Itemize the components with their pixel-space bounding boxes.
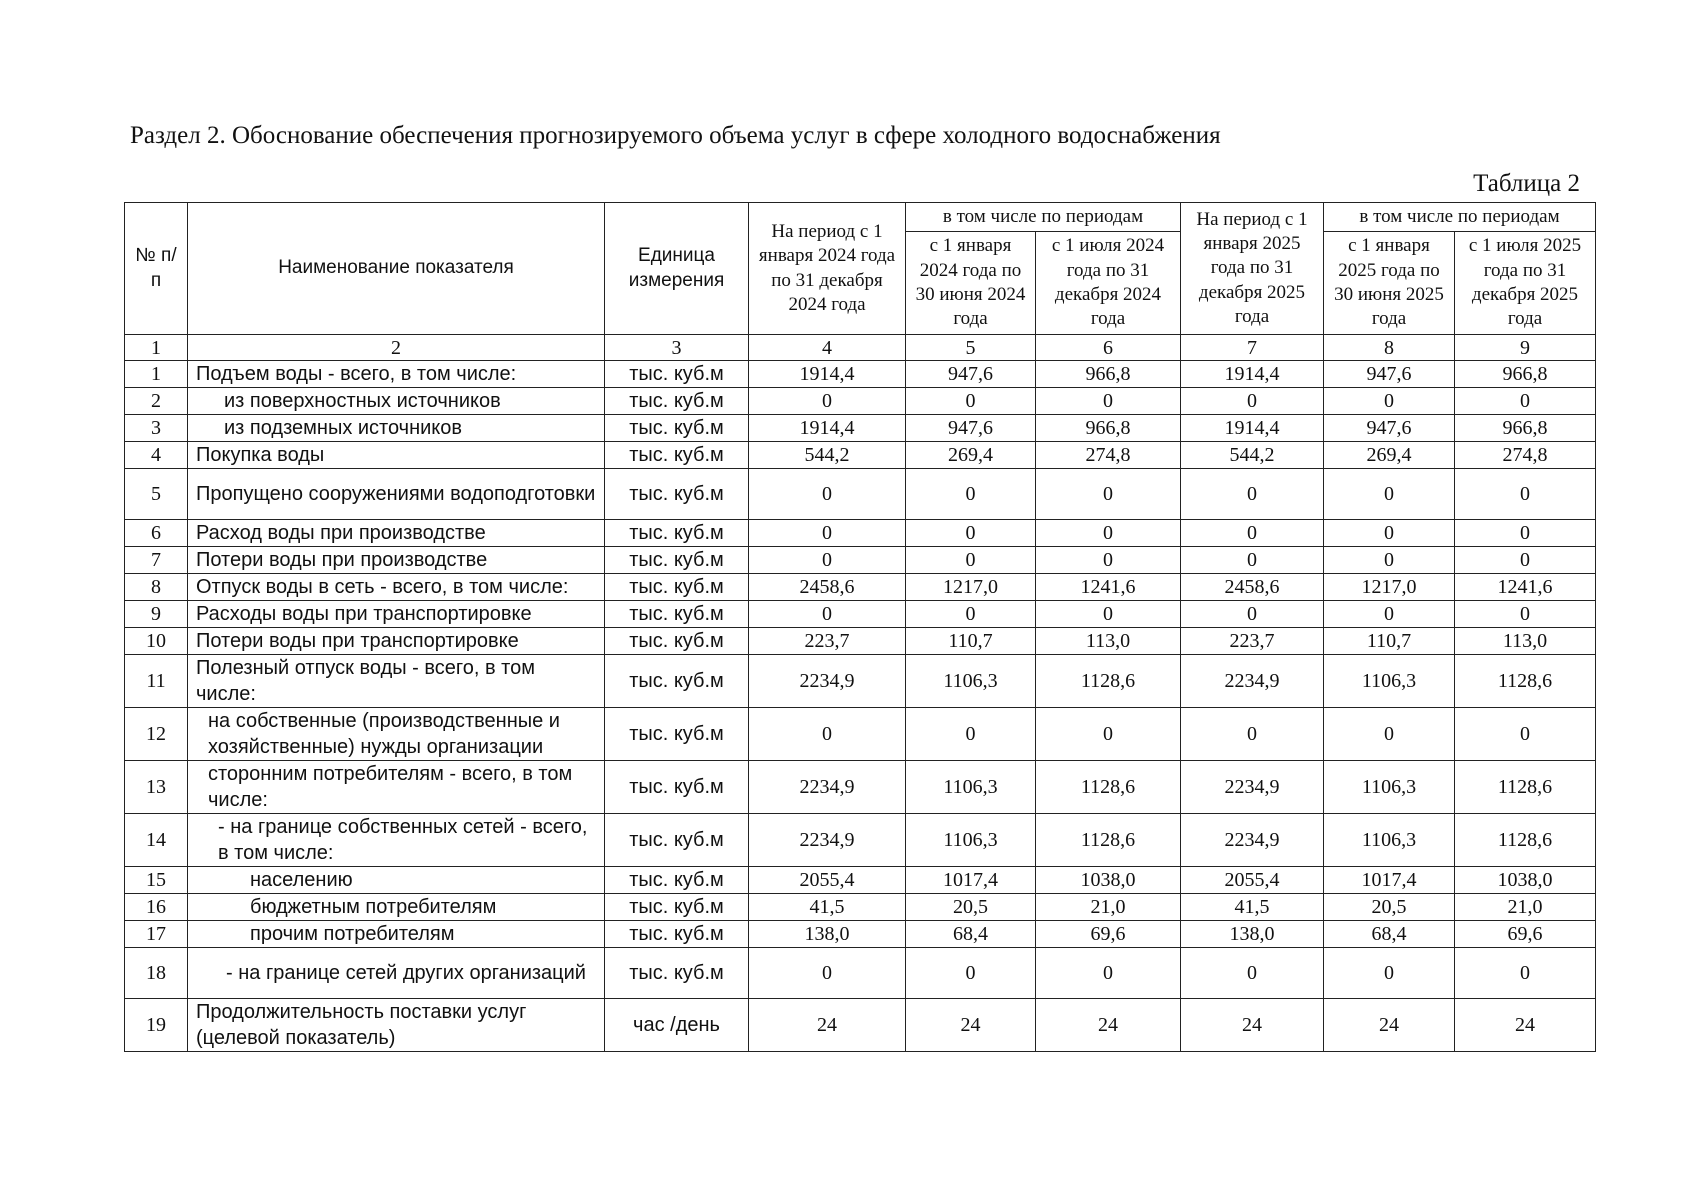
unit-cell: тыс. куб.м bbox=[605, 655, 749, 708]
value-cell: 24 bbox=[1455, 999, 1596, 1052]
header-h1-2024: с 1 января 2024 года по 30 июня 2024 года bbox=[906, 232, 1036, 335]
column-number: 2 bbox=[188, 335, 605, 361]
value-cell: 0 bbox=[1324, 601, 1455, 628]
value-cell: 544,2 bbox=[1181, 442, 1324, 469]
value-cell: 0 bbox=[1181, 948, 1324, 999]
value-cell: 0 bbox=[906, 708, 1036, 761]
table-row bbox=[125, 921, 1596, 948]
value-cell: 1106,3 bbox=[906, 761, 1036, 814]
value-cell: 110,7 bbox=[1324, 628, 1455, 655]
value-cell: 1914,4 bbox=[1181, 361, 1324, 388]
unit-cell: тыс. куб.м bbox=[605, 628, 749, 655]
value-cell: 0 bbox=[1324, 469, 1455, 520]
row-number: 15 bbox=[125, 867, 188, 894]
header-period-2024: На период с 1 января 2024 года по 31 декабря 2024 года bbox=[749, 203, 906, 335]
value-cell: 0 bbox=[1455, 547, 1596, 574]
value-cell: 1217,0 bbox=[1324, 574, 1455, 601]
value-cell: 2234,9 bbox=[1181, 655, 1324, 708]
row-number: 12 bbox=[125, 708, 188, 761]
unit-cell: тыс. куб.м bbox=[605, 708, 749, 761]
table-row bbox=[125, 388, 1596, 415]
column-number-row bbox=[125, 335, 1596, 361]
unit-cell: тыс. куб.м bbox=[605, 814, 749, 867]
table-row bbox=[125, 574, 1596, 601]
indicator-name: Подъем воды - всего, в том числе: bbox=[188, 361, 605, 388]
value-cell: 24 bbox=[1181, 999, 1324, 1052]
value-cell: 0 bbox=[1181, 520, 1324, 547]
value-cell: 24 bbox=[1036, 999, 1181, 1052]
value-cell: 0 bbox=[1036, 469, 1181, 520]
indicator-name: Отпуск воды в сеть - всего, в том числе: bbox=[188, 574, 605, 601]
header-unit: Единица измерения bbox=[605, 203, 749, 335]
unit-cell: тыс. куб.м bbox=[605, 948, 749, 999]
value-cell: 1106,3 bbox=[1324, 814, 1455, 867]
table-row bbox=[125, 469, 1596, 520]
value-cell: 0 bbox=[906, 388, 1036, 415]
value-cell: 2234,9 bbox=[749, 814, 906, 867]
value-cell: 0 bbox=[749, 948, 906, 999]
water-supply-table bbox=[124, 202, 1596, 1052]
table-row bbox=[125, 655, 1596, 708]
value-cell: 1038,0 bbox=[1455, 867, 1596, 894]
indicator-name: Покупка воды bbox=[188, 442, 605, 469]
value-cell: 21,0 bbox=[1455, 894, 1596, 921]
header-h2-2025: с 1 июля 2025 года по 31 декабря 2025 года bbox=[1455, 232, 1596, 335]
value-cell: 0 bbox=[1455, 708, 1596, 761]
indicator-name: Потери воды при производстве bbox=[188, 547, 605, 574]
indicator-name: сторонним потребителям - всего, в том числе: bbox=[188, 761, 605, 814]
value-cell: 1106,3 bbox=[1324, 655, 1455, 708]
column-number: 9 bbox=[1455, 335, 1596, 361]
value-cell: 1128,6 bbox=[1036, 814, 1181, 867]
row-number: 17 bbox=[125, 921, 188, 948]
value-cell: 947,6 bbox=[906, 361, 1036, 388]
header-name: Наименование показателя bbox=[188, 203, 605, 335]
unit-cell: тыс. куб.м bbox=[605, 520, 749, 547]
value-cell: 0 bbox=[1181, 708, 1324, 761]
value-cell: 0 bbox=[906, 469, 1036, 520]
indicator-name: населению bbox=[188, 867, 605, 894]
value-cell: 41,5 bbox=[1181, 894, 1324, 921]
value-cell: 1217,0 bbox=[906, 574, 1036, 601]
table-row bbox=[125, 520, 1596, 547]
table-row bbox=[125, 601, 1596, 628]
column-number: 8 bbox=[1324, 335, 1455, 361]
row-number: 13 bbox=[125, 761, 188, 814]
value-cell: 0 bbox=[1455, 948, 1596, 999]
indicator-name: прочим потребителям bbox=[188, 921, 605, 948]
value-cell: 41,5 bbox=[749, 894, 906, 921]
table-row bbox=[125, 708, 1596, 761]
column-number: 4 bbox=[749, 335, 906, 361]
table-row bbox=[125, 628, 1596, 655]
column-number: 1 bbox=[125, 335, 188, 361]
value-cell: 274,8 bbox=[1036, 442, 1181, 469]
table-row bbox=[125, 361, 1596, 388]
value-cell: 138,0 bbox=[1181, 921, 1324, 948]
value-cell: 966,8 bbox=[1455, 361, 1596, 388]
table-row bbox=[125, 415, 1596, 442]
value-cell: 0 bbox=[906, 520, 1036, 547]
unit-cell: тыс. куб.м bbox=[605, 469, 749, 520]
unit-cell: тыс. куб.м bbox=[605, 361, 749, 388]
unit-cell: тыс. куб.м bbox=[605, 921, 749, 948]
value-cell: 0 bbox=[749, 520, 906, 547]
value-cell: 223,7 bbox=[1181, 628, 1324, 655]
unit-cell: тыс. куб.м bbox=[605, 894, 749, 921]
row-number: 2 bbox=[125, 388, 188, 415]
indicator-name: Расход воды при производстве bbox=[188, 520, 605, 547]
row-number: 11 bbox=[125, 655, 188, 708]
value-cell: 0 bbox=[1324, 388, 1455, 415]
value-cell: 1241,6 bbox=[1036, 574, 1181, 601]
value-cell: 2234,9 bbox=[1181, 761, 1324, 814]
value-cell: 2055,4 bbox=[1181, 867, 1324, 894]
table-row bbox=[125, 894, 1596, 921]
value-cell: 0 bbox=[1036, 948, 1181, 999]
table-row bbox=[125, 948, 1596, 999]
row-number: 14 bbox=[125, 814, 188, 867]
unit-cell: тыс. куб.м bbox=[605, 415, 749, 442]
row-number: 9 bbox=[125, 601, 188, 628]
table-label: Таблица 2 bbox=[1473, 170, 1580, 197]
value-cell: 0 bbox=[1324, 520, 1455, 547]
header-period-2025: На период с 1 января 2025 года по 31 декабря 2025 года bbox=[1181, 203, 1324, 335]
value-cell: 68,4 bbox=[906, 921, 1036, 948]
value-cell: 947,6 bbox=[1324, 361, 1455, 388]
indicator-name: из поверхностных источников bbox=[188, 388, 605, 415]
value-cell: 1914,4 bbox=[749, 415, 906, 442]
table-row bbox=[125, 442, 1596, 469]
value-cell: 1017,4 bbox=[906, 867, 1036, 894]
value-cell: 0 bbox=[1455, 469, 1596, 520]
table-row bbox=[125, 867, 1596, 894]
value-cell: 1914,4 bbox=[749, 361, 906, 388]
value-cell: 0 bbox=[1036, 708, 1181, 761]
unit-cell: тыс. куб.м bbox=[605, 574, 749, 601]
value-cell: 113,0 bbox=[1455, 628, 1596, 655]
value-cell: 1128,6 bbox=[1455, 761, 1596, 814]
value-cell: 0 bbox=[749, 547, 906, 574]
unit-cell: тыс. куб.м bbox=[605, 867, 749, 894]
value-cell: 24 bbox=[906, 999, 1036, 1052]
value-cell: 2458,6 bbox=[1181, 574, 1324, 601]
value-cell: 20,5 bbox=[1324, 894, 1455, 921]
table-row bbox=[125, 814, 1596, 867]
value-cell: 2234,9 bbox=[1181, 814, 1324, 867]
row-number: 5 bbox=[125, 469, 188, 520]
unit-cell: тыс. куб.м bbox=[605, 388, 749, 415]
value-cell: 0 bbox=[1036, 388, 1181, 415]
value-cell: 269,4 bbox=[906, 442, 1036, 469]
value-cell: 110,7 bbox=[906, 628, 1036, 655]
value-cell: 24 bbox=[1324, 999, 1455, 1052]
unit-cell: тыс. куб.м bbox=[605, 442, 749, 469]
value-cell: 138,0 bbox=[749, 921, 906, 948]
table-row bbox=[125, 999, 1596, 1052]
value-cell: 1128,6 bbox=[1036, 655, 1181, 708]
indicator-name: Пропущено сооружениями водоподготовки bbox=[188, 469, 605, 520]
row-number: 19 bbox=[125, 999, 188, 1052]
header-h1-2025: с 1 января 2025 года по 30 июня 2025 года bbox=[1324, 232, 1455, 335]
value-cell: 947,6 bbox=[906, 415, 1036, 442]
value-cell: 966,8 bbox=[1036, 415, 1181, 442]
value-cell: 1128,6 bbox=[1455, 814, 1596, 867]
value-cell: 0 bbox=[1455, 388, 1596, 415]
header-h2-2024: с 1 июля 2024 года по 31 декабря 2024 года bbox=[1036, 232, 1181, 335]
value-cell: 0 bbox=[906, 547, 1036, 574]
value-cell: 0 bbox=[1324, 948, 1455, 999]
indicator-name: Потери воды при транспортировке bbox=[188, 628, 605, 655]
value-cell: 0 bbox=[1455, 601, 1596, 628]
column-number: 3 bbox=[605, 335, 749, 361]
indicator-name: Расходы воды при транспортировке bbox=[188, 601, 605, 628]
column-number: 6 bbox=[1036, 335, 1181, 361]
column-number: 5 bbox=[906, 335, 1036, 361]
value-cell: 0 bbox=[749, 388, 906, 415]
value-cell: 0 bbox=[1181, 601, 1324, 628]
value-cell: 113,0 bbox=[1036, 628, 1181, 655]
value-cell: 0 bbox=[906, 948, 1036, 999]
value-cell: 544,2 bbox=[749, 442, 906, 469]
unit-cell: тыс. куб.м bbox=[605, 547, 749, 574]
value-cell: 269,4 bbox=[1324, 442, 1455, 469]
value-cell: 2234,9 bbox=[749, 761, 906, 814]
value-cell: 69,6 bbox=[1455, 921, 1596, 948]
table-row bbox=[125, 761, 1596, 814]
row-number: 3 bbox=[125, 415, 188, 442]
value-cell: 0 bbox=[1181, 388, 1324, 415]
value-cell: 0 bbox=[749, 469, 906, 520]
row-number: 16 bbox=[125, 894, 188, 921]
value-cell: 2458,6 bbox=[749, 574, 906, 601]
unit-cell: тыс. куб.м bbox=[605, 761, 749, 814]
row-number: 10 bbox=[125, 628, 188, 655]
value-cell: 0 bbox=[1324, 708, 1455, 761]
value-cell: 0 bbox=[749, 708, 906, 761]
value-cell: 0 bbox=[906, 601, 1036, 628]
value-cell: 0 bbox=[1455, 520, 1596, 547]
column-number: 7 bbox=[1181, 335, 1324, 361]
row-number: 7 bbox=[125, 547, 188, 574]
value-cell: 0 bbox=[749, 601, 906, 628]
value-cell: 1106,3 bbox=[1324, 761, 1455, 814]
value-cell: 21,0 bbox=[1036, 894, 1181, 921]
indicator-name: на собственные (производственные и хозяйственные) нужды организации bbox=[188, 708, 605, 761]
value-cell: 1128,6 bbox=[1036, 761, 1181, 814]
value-cell: 947,6 bbox=[1324, 415, 1455, 442]
row-number: 18 bbox=[125, 948, 188, 999]
table-row bbox=[125, 547, 1596, 574]
value-cell: 1017,4 bbox=[1324, 867, 1455, 894]
indicator-name: бюджетным потребителям bbox=[188, 894, 605, 921]
value-cell: 2234,9 bbox=[749, 655, 906, 708]
section-heading: Раздел 2. Обоснование обеспечения прогнозируемого объема услуг в сфере холодного водоснабжения bbox=[130, 122, 1221, 149]
indicator-name: из подземных источников bbox=[188, 415, 605, 442]
unit-cell: час /день bbox=[605, 999, 749, 1052]
unit-cell: тыс. куб.м bbox=[605, 601, 749, 628]
value-cell: 274,8 bbox=[1455, 442, 1596, 469]
value-cell: 1106,3 bbox=[906, 655, 1036, 708]
value-cell: 1914,4 bbox=[1181, 415, 1324, 442]
value-cell: 1106,3 bbox=[906, 814, 1036, 867]
value-cell: 1241,6 bbox=[1455, 574, 1596, 601]
value-cell: 2055,4 bbox=[749, 867, 906, 894]
indicator-name: - на границе собственных сетей - всего, в том числе: bbox=[188, 814, 605, 867]
value-cell: 1128,6 bbox=[1455, 655, 1596, 708]
value-cell: 966,8 bbox=[1036, 361, 1181, 388]
value-cell: 20,5 bbox=[906, 894, 1036, 921]
value-cell: 0 bbox=[1036, 601, 1181, 628]
indicator-name: Продолжительность поставки услуг (целевой показатель) bbox=[188, 999, 605, 1052]
header-group-2025: в том числе по периодам bbox=[1324, 203, 1596, 232]
value-cell: 69,6 bbox=[1036, 921, 1181, 948]
value-cell: 0 bbox=[1181, 469, 1324, 520]
header-row-top bbox=[125, 203, 1596, 232]
value-cell: 0 bbox=[1324, 547, 1455, 574]
value-cell: 0 bbox=[1036, 520, 1181, 547]
value-cell: 1038,0 bbox=[1036, 867, 1181, 894]
value-cell: 966,8 bbox=[1455, 415, 1596, 442]
row-number: 6 bbox=[125, 520, 188, 547]
value-cell: 0 bbox=[1036, 547, 1181, 574]
row-number: 8 bbox=[125, 574, 188, 601]
value-cell: 24 bbox=[749, 999, 906, 1052]
indicator-name: Полезный отпуск воды - всего, в том числе: bbox=[188, 655, 605, 708]
header-num: № п/п bbox=[125, 203, 188, 335]
value-cell: 223,7 bbox=[749, 628, 906, 655]
row-number: 4 bbox=[125, 442, 188, 469]
row-number: 1 bbox=[125, 361, 188, 388]
value-cell: 0 bbox=[1181, 547, 1324, 574]
indicator-name: - на границе сетей других организаций bbox=[188, 948, 605, 999]
header-group-2024: в том числе по периодам bbox=[906, 203, 1181, 232]
value-cell: 68,4 bbox=[1324, 921, 1455, 948]
